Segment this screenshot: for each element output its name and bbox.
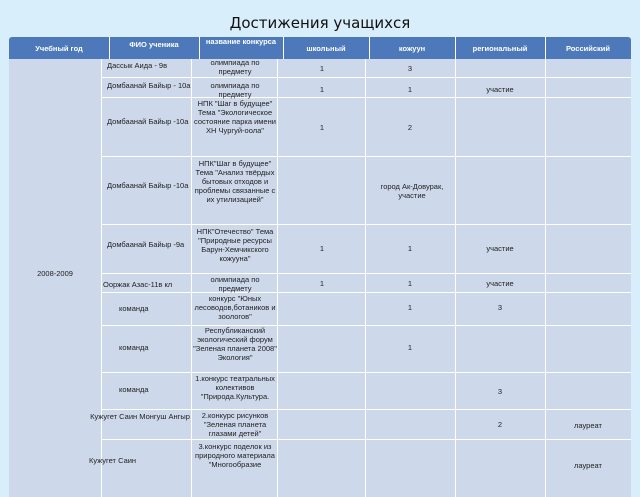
table-row-name: Домбаанай Байыр -9а (107, 240, 185, 249)
table-row-district: город Ак-Довурак, участие (380, 182, 444, 200)
table-row-contest: 3.конкурс поделок из природного материала "Многообразие (195, 442, 275, 469)
table-row-russia: лауреат (574, 461, 602, 470)
table-row-district: 1 (407, 279, 413, 288)
table-row-school: 1 (319, 85, 325, 94)
achievements-table (9, 37, 631, 497)
table-row-contest: олимпиада по предмету (210, 58, 260, 76)
header-russia: Российский (565, 44, 610, 53)
header-name: ФИО ученика (129, 40, 179, 49)
table-row-name: команда (119, 385, 149, 394)
table-row-district: 3 (407, 64, 413, 73)
table-row-district: 2 (407, 123, 413, 132)
table-row-regional: участие (486, 244, 514, 253)
table-row-contest: олимпиада по предмету (210, 275, 260, 293)
table-row-contest: НПК "Шаг в будущее" Тема "Экологическое состояние парка имени ХН Чургуй-оола" (194, 99, 276, 135)
table-row-school: 1 (319, 123, 325, 132)
table-row-name: Домбаанай Байыр -10а (107, 117, 189, 126)
header-district: кожуун (398, 44, 426, 53)
table-row-name: Ооржак Азас-11в кл (103, 280, 173, 289)
table-row-name: команда (119, 304, 149, 313)
table-row-contest: 1.конкурс театральных колективов "Природа.Культура. (195, 374, 275, 401)
header-school: школьный (306, 44, 346, 53)
table-row-name: команда (119, 343, 149, 352)
header-contest: название конкурса (205, 37, 277, 46)
table-row-russia: лауреат (574, 421, 602, 430)
table-row-contest: олимпиада по предмету (210, 81, 260, 99)
table-row-name: Домбаанай Байыр - 10а (107, 81, 191, 90)
header-regional: региональный (472, 44, 528, 53)
table-row-school: 1 (319, 64, 325, 73)
table-row-contest: НПК"Шаг в будущее" Тема "Анализ твёрдых бытовых отходов и проблемы связанные с их утилизацией" (194, 159, 276, 204)
table-row-name: Кужугет Саин (89, 456, 137, 465)
page-title: Достижения учащихся (229, 14, 411, 32)
table-row-contest: 2.конкурс рисунков "Зеленая планета глазами детей" (201, 411, 269, 438)
table-row-contest: НПК"Отечество" Тема "Природные ресурсы Барун-Хемчикского кожууна" (196, 227, 274, 263)
table-row-district: 1 (407, 85, 413, 94)
table-row-district: 1 (407, 303, 413, 312)
year-cell: 2008-2009 (37, 269, 73, 278)
table-row-regional: участие (486, 85, 514, 94)
header-year: Учебный год (35, 44, 83, 53)
table-row-regional: 3 (497, 303, 503, 312)
table-row-regional: 2 (497, 420, 503, 429)
table-row-contest: Республиканский экологический форум "Зеленая планета 2008" Экология" (193, 326, 277, 362)
table-row-name: Кужугет Саин Монгуш Ангыр (90, 412, 190, 421)
table-row-school: 1 (319, 279, 325, 288)
table-row-contest: конкурс "Юных лесоводов,ботаников и зоологов" (194, 294, 276, 321)
table-row-district: 1 (407, 343, 413, 352)
table-row-regional: участие (486, 279, 514, 288)
table-row-name: Дассык Аида - 9в (107, 61, 168, 70)
table-row-regional: 3 (497, 387, 503, 396)
table-row-district: 1 (407, 244, 413, 253)
table-row-school: 1 (319, 244, 325, 253)
table-row-name: Домбаанай Байыр -10а (107, 181, 189, 190)
